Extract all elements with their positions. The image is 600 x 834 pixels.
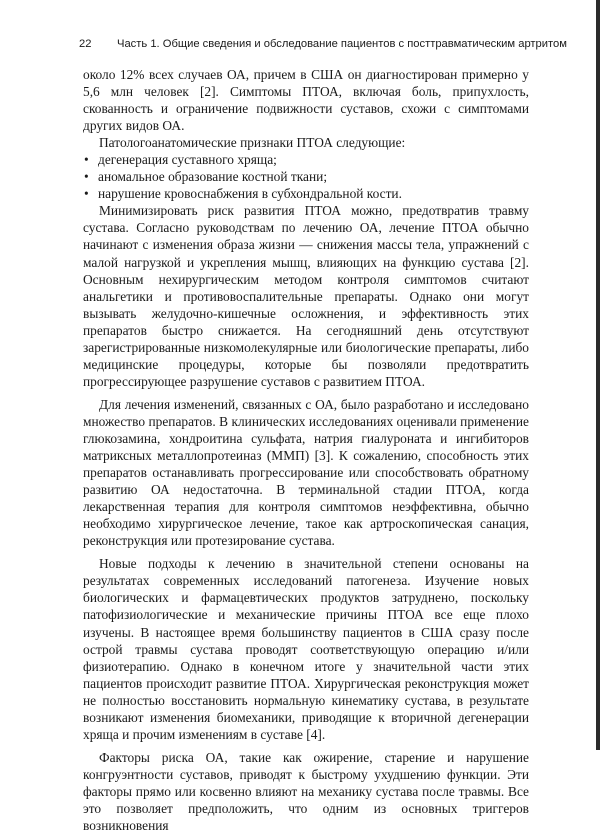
paragraph-2: Патологоанатомические признаки ПТОА следующие: — [99, 135, 406, 151]
paragraph-3: Минимизировать риск развития ПТОА можно, предотвратив травму сустава. Согласно руководствам по лечению ОА, лечение ПТОА обычно начинают с изменения образа жизни — снижения массы тела, упражнений с малой нагрузкой и укрепления мышц, влияющих на функцию сустава [2]. Основным нехирургическим методом контроля симптомов считают анальгетики и противовоспалительные препараты. Однако они могут вызывать желудочно-кишечные осложнения, и эффективность этих препаратов быстро снижается. На сегодняшний день отсутствуют зарегистрированные низкомолекулярные или биологические препараты, либо медицинские процедуры, которые бы позволяли предотвратить прогрессирующее разрушение суставов с развитием ПТОА. — [83, 203, 529, 389]
bullet-item: • нарушение кровоснабжения в субхондральной кости. — [83, 185, 529, 202]
paragraph-5: Новые подходы к лечению в значительной степени основаны на результатах современных исследований патогенеза. Изучение новых биологических и фармацевтических продуктов затруднено, поскольку патофизиологические и механические причины ПТОА все еще плохо изучены. В настоящее время большинству пациентов в США сразу после острой травмы сустава проводят соответствующую операцию и/или физиотерапию. Однако в конечном итоге у значительной части этих пациентов происходит развитие ПТОА. Хирургическая реконструкция может не полностью восстановить нормальную кинематику сустава, в результате возникают изменения биомеханики, приводящие к вторичной дегенерации хряща и прочим изменениям в суставе [4]. — [83, 556, 529, 742]
paragraph-6: Факторы риска ОА, такие как ожирение, старение и нарушение конгруэнтности суставов, приводят к быстрому ухудшению функции. Эти факторы прямо или косвенно влияют на механику сустава после травмы. Все это позволяет предположить, что одним из основных триггеров возникновения — [83, 749, 529, 834]
running-title: Часть 1. Общие сведения и обследование пациентов с посттравматическим артритом — [117, 38, 567, 50]
bullet-item: • аномальное образование костной ткани; — [83, 168, 529, 185]
paragraph-1: около 12% всех случаев ОА, причем в США он диагностирован примерно у 5,6 млн человек [2]. Симптомы ПТОА, включая боль, припухлость, скованность и ограничение подвижности суставов, схожи с симптомами других видов ОА. — [83, 67, 529, 134]
running-header — [79, 38, 567, 50]
bullet-item: • дегенерация суставного хряща; — [83, 151, 529, 168]
page-number: 22 — [79, 38, 92, 50]
page-edge — [596, 0, 600, 750]
bullet-list — [83, 151, 529, 202]
paragraph-4: Для лечения изменений, связанных с ОА, было разработано и исследовано множество препаратов. В клинических исследованиях оценивали применение глюкозамина, хондроитина сульфата, натрия гиалуроната и ингибиторов матриксных металлопротеиназ (ММП) [3]. К сожалению, способность этих препаратов останавливать прогрессирование или способствовать обратному развитию ОА недостаточна. В терминальной стадии ПТОА, когда лекарственная терапия для контроля симптомов неэффективна, обычно необходимо хирургическое лечение, такое как артроскопическая санация, реконструкция или протезирование сустава. — [83, 396, 529, 549]
page-body — [83, 66, 529, 834]
